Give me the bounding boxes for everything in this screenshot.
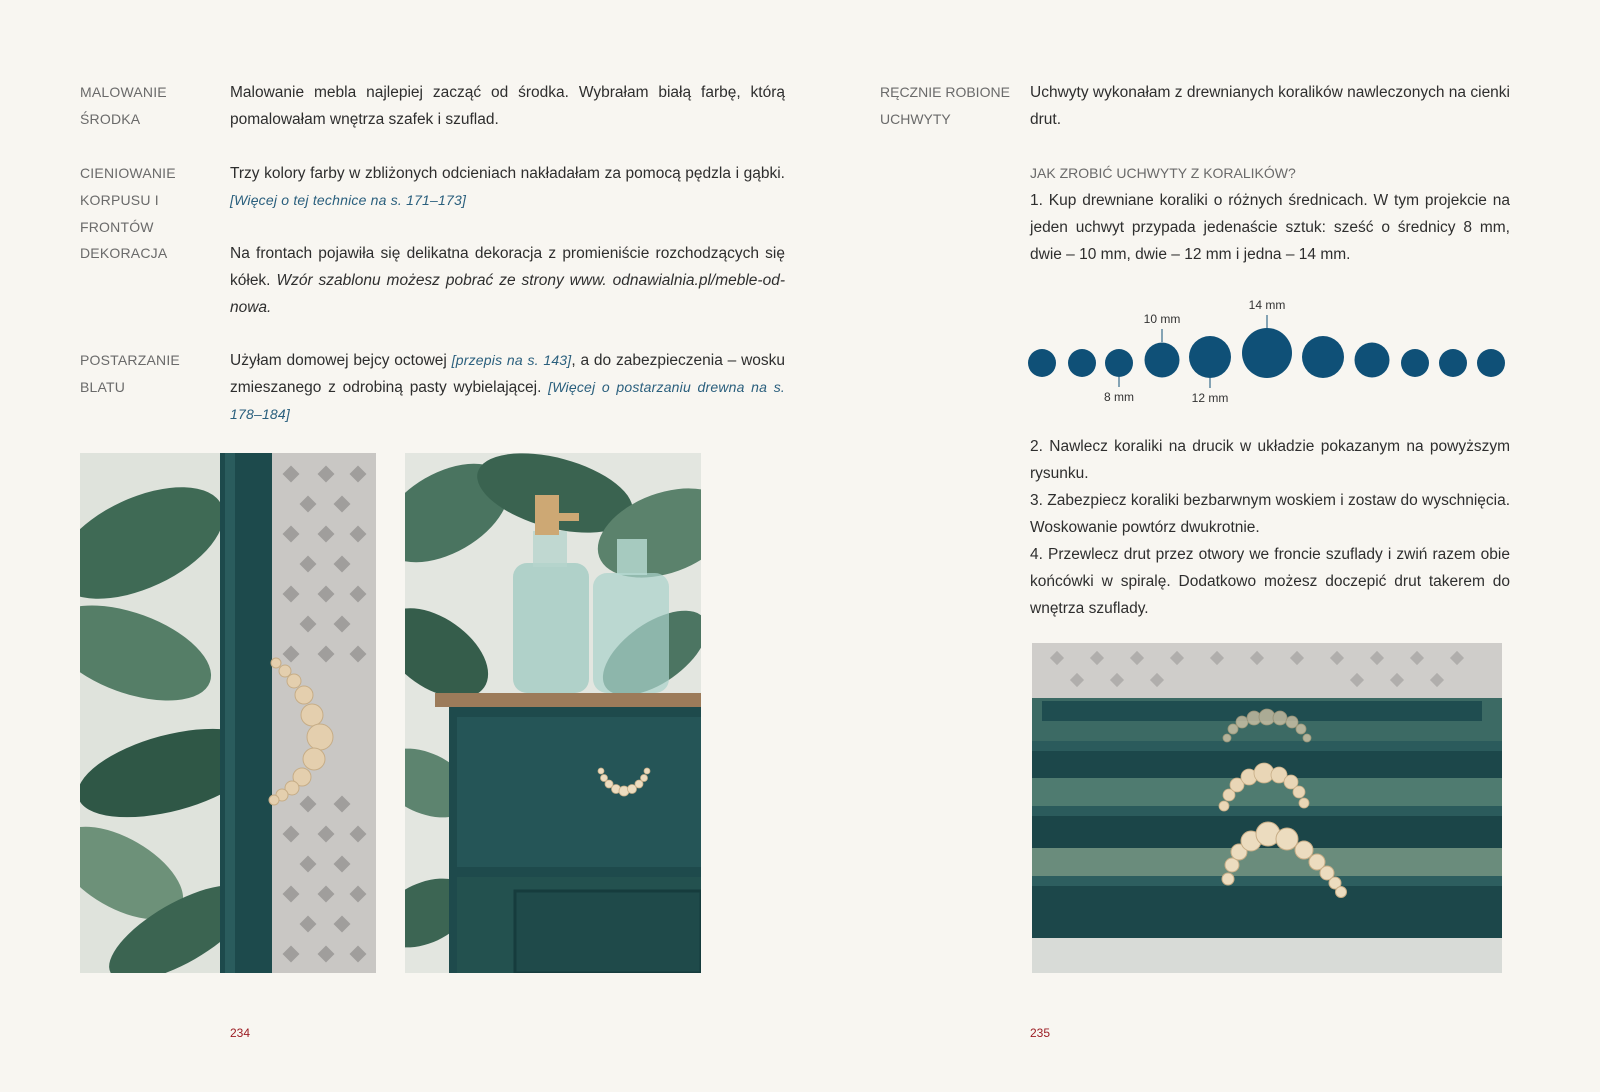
step-4: 4. Przewlecz drut przez otwory we froncie szuflady i zwiń razem obie końcówki w spiralę. Dodatkowo możesz doczepić drut takerem do wnętrza szuflady. [1030, 546, 1510, 617]
photo-handle-closeup [80, 453, 376, 973]
subheading: JAK ZROBIĆ UCHWYTY Z KORALIKÓW? [1030, 165, 1296, 181]
bead-diagram [1025, 295, 1515, 415]
body-text: Trzy kolory farby w zbliżonych odcieniach nakładałam za pomocą pędzla i gąbki. [230, 165, 785, 182]
cross-reference: [przepis na s. 143] [451, 352, 572, 368]
label-line: RĘCZNIE ROBIONE [880, 84, 1010, 100]
bead-label-14mm: 14 mm [1248, 298, 1286, 312]
body-text: Użyłam domowej bejcy octowej [230, 352, 452, 369]
template-note: Wzór szablonu możesz pobrać ze strony www. odnawialnia.pl/meble-od-nowa. [230, 272, 785, 316]
photo-cabinet-bottles [405, 453, 701, 973]
section-text: Malowanie mebla najlepiej zacząć od środka. Wybrałam białą farbę, którą pomalowałam wnętrza szafek i szuflad. [230, 84, 785, 128]
bead [1189, 336, 1231, 378]
label-line: CIENIOWANIE [80, 165, 176, 181]
body-text: , a do zabezpieczenia – wosku zmieszanego z odrobiną pasty wybielającej. [230, 352, 786, 396]
section-text [230, 240, 785, 321]
bead [1401, 349, 1429, 377]
bead [1242, 328, 1292, 378]
step-2: 2. Nawlecz koraliki na drucik w układzie pokazanym na powyższym rysunku. [1030, 438, 1510, 482]
bead [1439, 349, 1467, 377]
bead [1028, 349, 1056, 377]
bead [1145, 343, 1180, 378]
label-line: KORPUSU I FRONTÓW [80, 192, 159, 235]
intro-text: Uchwyty wykonałam z drewnianych koralików nawleczonych na cienki drut. [1030, 84, 1510, 128]
bead-label-8mm: 8 mm [1104, 390, 1134, 404]
section-label [80, 160, 220, 241]
body-text: Na frontach pojawiła się delikatna dekoracja z promieniście rozchodzących się kółek. [230, 245, 785, 289]
step-3: 3. Zabezpiecz koraliki bezbarwnym woskiem i zostaw do wyschnięcia. Woskowanie powtórz dwukrotnie. [1030, 492, 1510, 536]
cross-reference: [Więcej o tej technice na s. 171–173] [230, 192, 467, 208]
photo-drawers-handles [1032, 643, 1502, 973]
step-1: 1. Kup drewniane koraliki o różnych średnicach. W tym projekcie na jeden uchwyt przypada jedenaście sztuk: sześć o średnicy 8 mm, dwie – 10 mm, dwie – 12 mm i jedna – 14 mm. [1030, 192, 1510, 263]
bead [1068, 349, 1096, 377]
bead [1355, 343, 1390, 378]
section-label [880, 79, 1020, 133]
section-label: MALOWANIE ŚRODKA [80, 84, 167, 127]
bead [1477, 349, 1505, 377]
bead [1105, 349, 1133, 377]
bead-label-12mm: 12 mm [1191, 391, 1229, 405]
section-label: DEKORACJA [80, 245, 168, 261]
bead-row [1028, 328, 1505, 378]
label-line: UCHWYTY [880, 111, 951, 127]
page-number: 235 [1030, 1026, 1051, 1040]
cross-reference: [Więcej o postarzaniu drewna na s. 178–184] [230, 379, 785, 422]
bead-label-10mm: 10 mm [1143, 312, 1181, 326]
section-text [230, 160, 785, 214]
page-number: 234 [230, 1026, 251, 1040]
right-page [800, 0, 1600, 1092]
section-label: POSTARZANIE BLATU [80, 352, 180, 395]
section-text [230, 347, 785, 428]
bead [1302, 336, 1344, 378]
